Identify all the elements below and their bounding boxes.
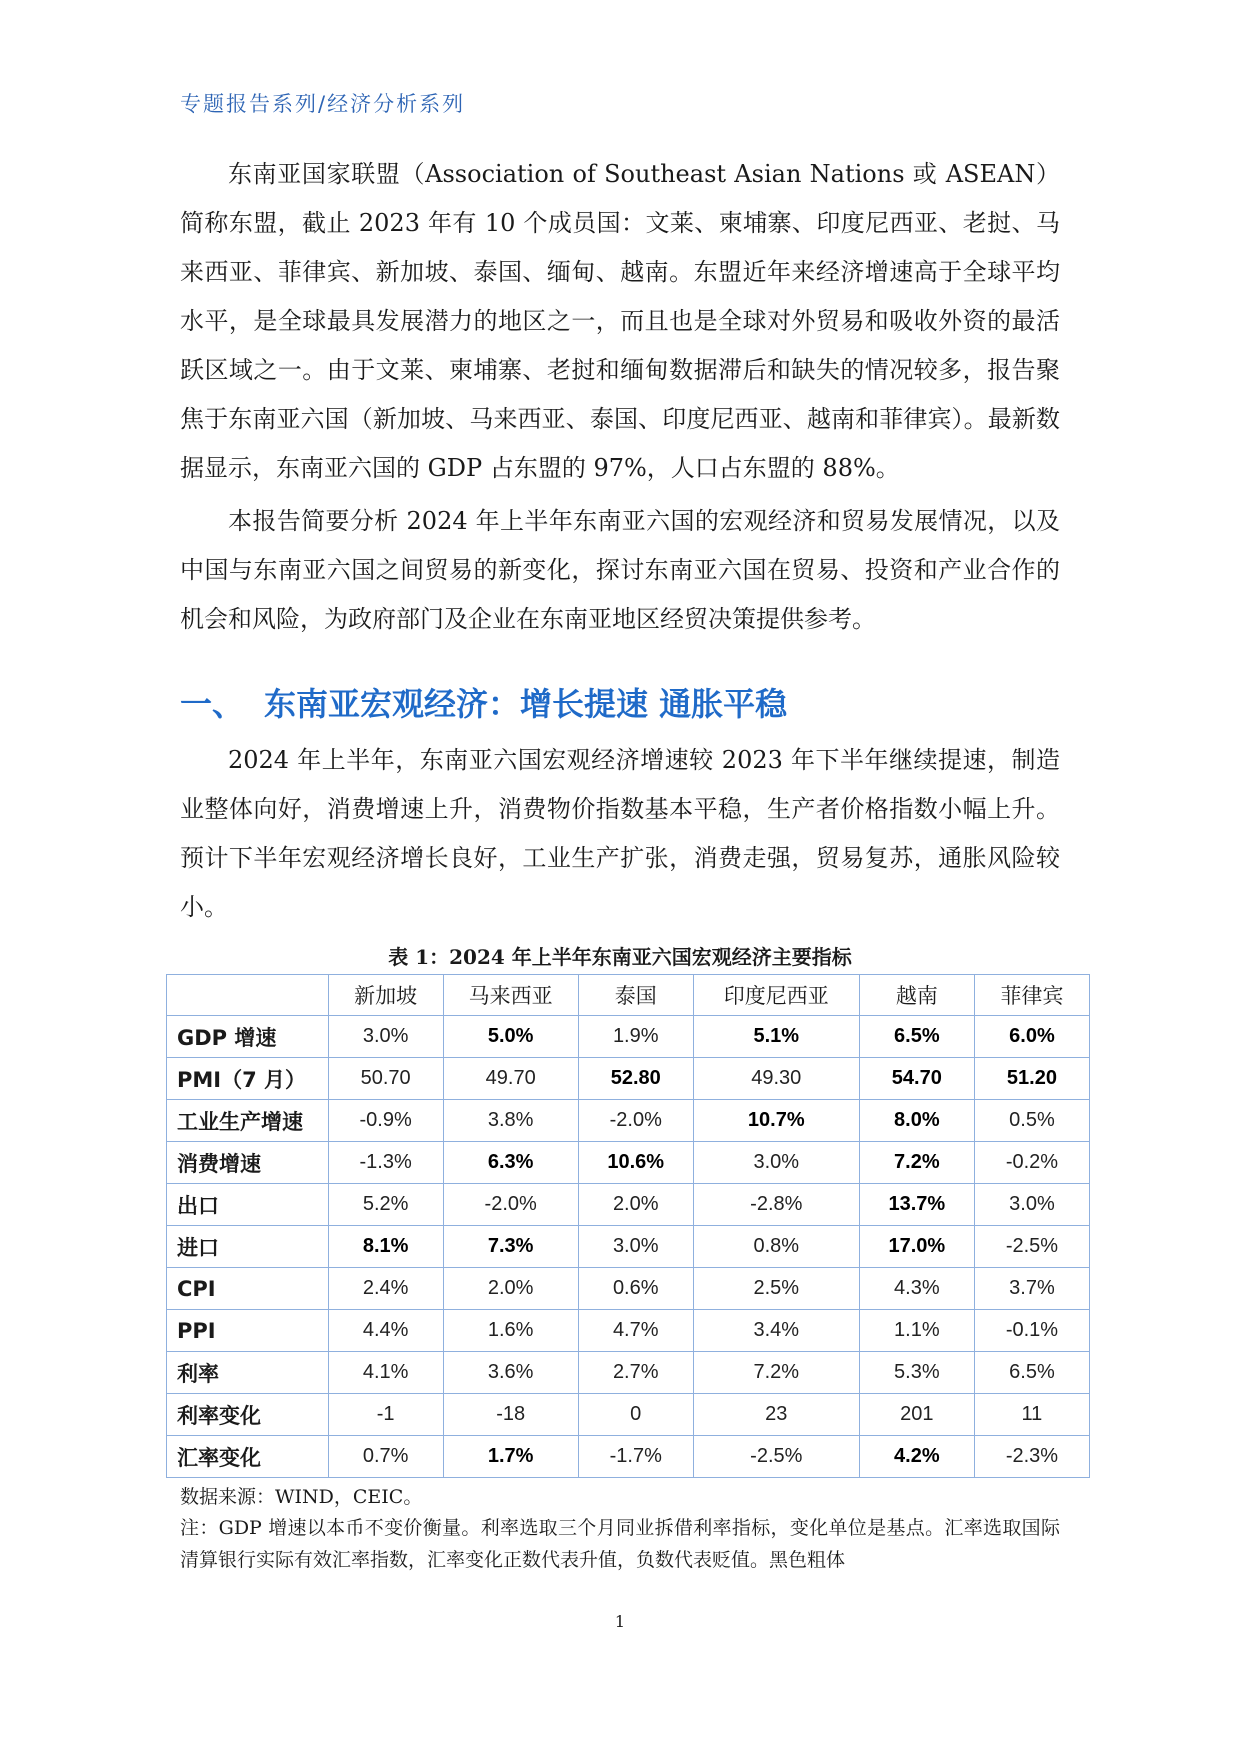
table-row: [167, 1394, 1090, 1436]
table-cell: 3.6%: [443, 1352, 578, 1394]
table-cell: 50.70: [328, 1058, 443, 1100]
table-cell: -1: [328, 1394, 443, 1436]
section-number: 一、: [180, 685, 245, 723]
row-label: 工业生产增速: [167, 1100, 329, 1142]
table-cell: -1.3%: [328, 1142, 443, 1184]
table-cell: 3.4%: [693, 1310, 859, 1352]
table-cell: 3.0%: [693, 1142, 859, 1184]
table-cell: 6.3%: [443, 1142, 578, 1184]
table-cell: 3.0%: [328, 1016, 443, 1058]
table-note: 注：GDP 增速以本币不变价衡量。利率选取三个月同业拆借利率指标，变化单位是基点。汇率选取国际清算银行实际有效汇率指数，汇率变化正数代表升值，负数代表贬值。黑色粗体: [180, 1517, 1060, 1571]
table-cell: 4.4%: [328, 1310, 443, 1352]
row-label: 利率: [167, 1352, 329, 1394]
row-label: 进口: [167, 1226, 329, 1268]
table-cell: 54.70: [859, 1058, 974, 1100]
table-cell: 6.5%: [974, 1352, 1089, 1394]
column-header-singapore: 新加坡: [328, 975, 443, 1016]
table-cell: 4.2%: [859, 1436, 974, 1478]
table-cell: 3.0%: [974, 1184, 1089, 1226]
section-title: 东南亚宏观经济：增长提速 通胀平稳: [264, 685, 788, 723]
table-cell: -0.9%: [328, 1100, 443, 1142]
table-cell: 2.0%: [578, 1184, 693, 1226]
table-cell: -2.3%: [974, 1436, 1089, 1478]
table-cell: -2.5%: [693, 1436, 859, 1478]
row-label: PPI: [167, 1310, 329, 1352]
table-cell: -2.5%: [974, 1226, 1089, 1268]
table-cell: 4.7%: [578, 1310, 693, 1352]
column-header-corner: [167, 975, 329, 1016]
table-cell: 6.5%: [859, 1016, 974, 1058]
table-cell: 201: [859, 1394, 974, 1436]
table-cell: 3.0%: [578, 1226, 693, 1268]
table-cell: 4.3%: [859, 1268, 974, 1310]
table-cell: 0: [578, 1394, 693, 1436]
table-cell: 51.20: [974, 1058, 1089, 1100]
table-row: [167, 1142, 1090, 1184]
table-cell: 2.5%: [693, 1268, 859, 1310]
table-cell: 10.7%: [693, 1100, 859, 1142]
row-label: GDP 增速: [167, 1016, 329, 1058]
table-cell: -2.0%: [443, 1184, 578, 1226]
table-caption: 表 1：2024 年上半年东南亚六国宏观经济主要指标: [388, 945, 852, 969]
table-cell: 1.9%: [578, 1016, 693, 1058]
table-cell: 0.6%: [578, 1268, 693, 1310]
table-cell: 8.0%: [859, 1100, 974, 1142]
intro-paragraph-1: 东南亚国家联盟（Association of Southeast Asian Nations 或 ASEAN）简称东盟，截止 2023 年有 10 个成员国：文莱、柬埔寨、印度尼西亚、老挝、马来西亚、菲律宾、新加坡、泰国、缅甸、越南。东盟近年来经济增速高于全球平均水平，是全球最具发展潜力的地区之一，而且也是全球对外贸易和吸收外资的最活跃区域之一。由于文莱、柬埔寨、老挝和缅甸数据滞后和缺失的情况较多，报告聚焦于东南亚六国（新加坡、马来西亚、泰国、印度尼西亚、越南和菲律宾）。最新数据显示，东南亚六国的 GDP 占东盟的 97%，人口占东盟的 88%。: [180, 160, 1060, 482]
table-cell: 0.5%: [974, 1100, 1089, 1142]
column-header-thailand: 泰国: [578, 975, 693, 1016]
table-cell: -2.0%: [578, 1100, 693, 1142]
table-cell: 0.8%: [693, 1226, 859, 1268]
table-header-row: [167, 975, 1090, 1016]
table-row: [167, 1100, 1090, 1142]
table-cell: -18: [443, 1394, 578, 1436]
table-cell: 7.3%: [443, 1226, 578, 1268]
table-cell: 1.1%: [859, 1310, 974, 1352]
table-cell: 52.80: [578, 1058, 693, 1100]
row-label: 利率变化: [167, 1394, 329, 1436]
table-cell: 5.3%: [859, 1352, 974, 1394]
table-cell: 49.70: [443, 1058, 578, 1100]
column-header-indonesia: 印度尼西亚: [693, 975, 859, 1016]
table-row: [167, 1310, 1090, 1352]
table-row: [167, 1184, 1090, 1226]
table-cell: 13.7%: [859, 1184, 974, 1226]
table-cell: 2.0%: [443, 1268, 578, 1310]
table-row: [167, 1352, 1090, 1394]
table-cell: 4.1%: [328, 1352, 443, 1394]
table-cell: 3.8%: [443, 1100, 578, 1142]
row-label: 消费增速: [167, 1142, 329, 1184]
page-number: 1: [614, 1612, 626, 1631]
table-cell: 7.2%: [859, 1142, 974, 1184]
table-cell: 1.6%: [443, 1310, 578, 1352]
table-cell: 0.7%: [328, 1436, 443, 1478]
table-cell: 8.1%: [328, 1226, 443, 1268]
page-content: [177, 150, 1064, 1576]
column-header-philippines: 菲律宾: [974, 975, 1089, 1016]
table-cell: -2.8%: [693, 1184, 859, 1226]
table-row: [167, 1016, 1090, 1058]
row-label: 汇率变化: [167, 1436, 329, 1478]
intro-paragraph-2: 本报告简要分析 2024 年上半年东南亚六国的宏观经济和贸易发展情况，以及中国与东南亚六国之间贸易的新变化，探讨东南亚六国在贸易、投资和产业合作的机会和风险，为政府部门及企业在东南亚地区经贸决策提供参考。: [180, 507, 1060, 633]
table-cell: 5.1%: [693, 1016, 859, 1058]
table-cell: 17.0%: [859, 1226, 974, 1268]
table-body: [167, 1016, 1090, 1478]
table-cell: -1.7%: [578, 1436, 693, 1478]
table-source: 数据来源：WIND，CEIC。: [180, 1486, 423, 1508]
column-header-vietnam: 越南: [859, 975, 974, 1016]
table-cell: 7.2%: [693, 1352, 859, 1394]
column-header-malaysia: 马来西亚: [443, 975, 578, 1016]
table-cell: 10.6%: [578, 1142, 693, 1184]
table-cell: 2.7%: [578, 1352, 693, 1394]
table-row: [167, 1058, 1090, 1100]
table-cell: 3.7%: [974, 1268, 1089, 1310]
table-cell: 1.7%: [443, 1436, 578, 1478]
section-paragraph: 2024 年上半年，东南亚六国宏观经济增速较 2023 年下半年继续提速，制造业整体向好，消费增速上升，消费物价指数基本平稳，生产者价格指数小幅上升。预计下半年宏观经济增长良好，工业生产扩张，消费走强，贸易复苏，通胀风险较小。: [180, 746, 1060, 921]
table-cell: -0.2%: [974, 1142, 1089, 1184]
table-cell: -0.1%: [974, 1310, 1089, 1352]
table-cell: 49.30: [693, 1058, 859, 1100]
table-row: [167, 1436, 1090, 1478]
running-header: 专题报告系列/经济分析系列: [180, 92, 466, 116]
table-row: [167, 1268, 1090, 1310]
table-cell: 6.0%: [974, 1016, 1089, 1058]
table-cell: 23: [693, 1394, 859, 1436]
table-cell: 5.0%: [443, 1016, 578, 1058]
table-cell: 11: [974, 1394, 1089, 1436]
macro-indicators-table: [166, 974, 1090, 1478]
row-label: 出口: [167, 1184, 329, 1226]
row-label: PMI（7 月）: [167, 1058, 329, 1100]
table-row: [167, 1226, 1090, 1268]
row-label: CPI: [167, 1268, 329, 1310]
table-cell: 5.2%: [328, 1184, 443, 1226]
section-heading: [180, 672, 1060, 732]
table-cell: 2.4%: [328, 1268, 443, 1310]
